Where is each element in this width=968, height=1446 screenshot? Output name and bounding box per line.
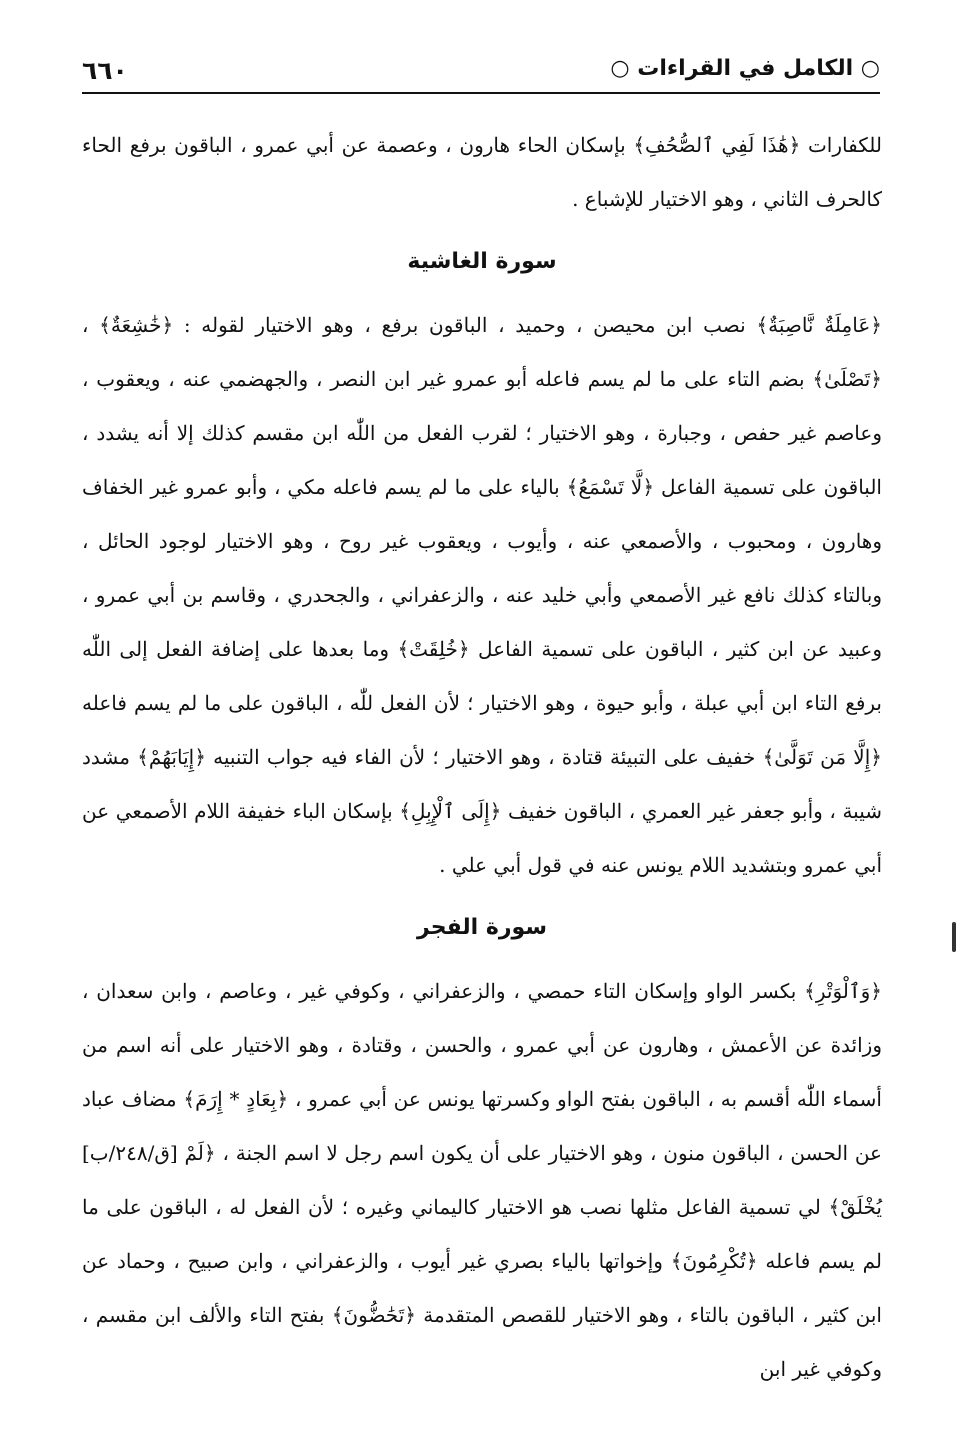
heading-surah-al-ghashiyah: سورة الغاشية	[407, 249, 557, 274]
paragraph-surah-al-fajr: ﴿وَٱلْوَتْرِ﴾ بكسر الواو وإسكان التاء حمصي ، والزعفراني ، وكوفي غير ، وعاصم ، وابن سعدان ، وزائدة عن الأعمش ، وهارون عن أبي عمرو ، والحسن ، وقتادة ، وهو الاختيار على أنه اسم من أسماء اللّٰه أقسم به ، الباقون بفتح الواو وكسرتها يونس عن أبي عمرو ، ﴿بِعَادٍ * إِرَمَ﴾ مضاف عباد عن الحسن ، الباقون منون ، وهو الاختيار على أن يكون اسم رجل لا اسم الجنة ، ﴿لَمْ [ق/٢٤٨/ب] يُخْلَقْ﴾ لي تسمية الفاعل مثلها نصب هو الاختيار كاليماني وغيره ؛ لأن الفعل له ، الباقون على ما لم يسم فاعله ﴿تُكْرِمُونَ﴾ وإخواتها بالياء بصري غير أيوب ، والزعفراني ، وابن صبيح ، وحماد عن ابن كثير ، الباقون بالتاء ، وهو الاختيار للقصص المتقدمة ﴿تَحَٰضُّونَ﴾ بفتح التاء والألف ابن مقسم ، وكوفي غير ابن	[82, 979, 882, 1381]
page-number: ٦٦٠	[82, 56, 128, 85]
paragraph-surah-al-ghashiyah: ﴿عَامِلَةٌ نَّاصِبَةٌ﴾ نصب ابن محيصن ، وحميد ، الباقون برفع ، وهو الاختيار لقوله : ﴿خَٰشِعَةٌ﴾ ، ﴿تَصْلَىٰ﴾ بضم التاء على ما لم يسم فاعله أبو عمرو غير ابن النصر ، والجهضمي عنه ، ويعقوب ، وعاصم غير حفص ، وجبارة ، وهو الاختيار ؛ لقرب الفعل من اللّٰه ابن مقسم كذلك إلا أنه يشدد ، الباقون على تسمية الفاعل ﴿لَّا تَسْمَعُ﴾ بالياء على ما لم يسم فاعله مكي ، وأبو عمرو غير الخفاف وهارون ، ومحبوب ، والأصمعي عنه ، وأيوب ، ويعقوب غير روح ، وهو الاختيار لوجود الحائل ، وبالتاء كذلك نافع غير الأصمعي وأبي خليد عنه ، والزعفراني ، والجحدري ، وقاسم بن أبي عمرو ، وعبيد عن ابن كثير ، الباقون على تسمية الفاعل ﴿خُلِقَتْ﴾ وما بعدها على إضافة الفعل إلى اللّٰه برفع التاء ابن أبي عبلة ، وأبو حيوة ، وهو الاختيار ؛ لأن الفعل للّٰه ، الباقون على ما لم يسم فاعله ﴿إِلَّا مَن تَوَلَّىٰ﴾ خفيف على التبيئة قتادة ، وهو الاختيار ؛ لأن الفاء فيه جواب التنبيه ﴿إِيَابَهُمْ﴾ مشدد شيبة ، وأبو جعفر غير العمري ، الباقون خفيف ﴿إِلَى ٱلْإِبِلِ﴾ بإسكان الباء خفيفة اللام الأصمعي عن أبي عمرو وبتشديد اللام يونس عنه في قول أبي علي .	[82, 313, 882, 877]
running-title: ○ الكامل في القراءات ○	[610, 56, 880, 81]
header-rule	[82, 92, 880, 94]
page-body	[82, 118, 882, 1396]
paragraph-surah-al-ala-end: للكفارات ﴿هَٰذَا لَفِي ٱلصُّحُفِ﴾ بإسكان الحاء هارون ، وعصمة عن أبي عمرو ، الباقون برفع الحاء كالحرف الثاني ، وهو الاختيار للإشباع .	[82, 133, 882, 211]
heading-surah-al-fajr: سورة الفجر	[417, 915, 547, 940]
margin-mark	[952, 922, 956, 952]
page-header	[82, 50, 880, 94]
